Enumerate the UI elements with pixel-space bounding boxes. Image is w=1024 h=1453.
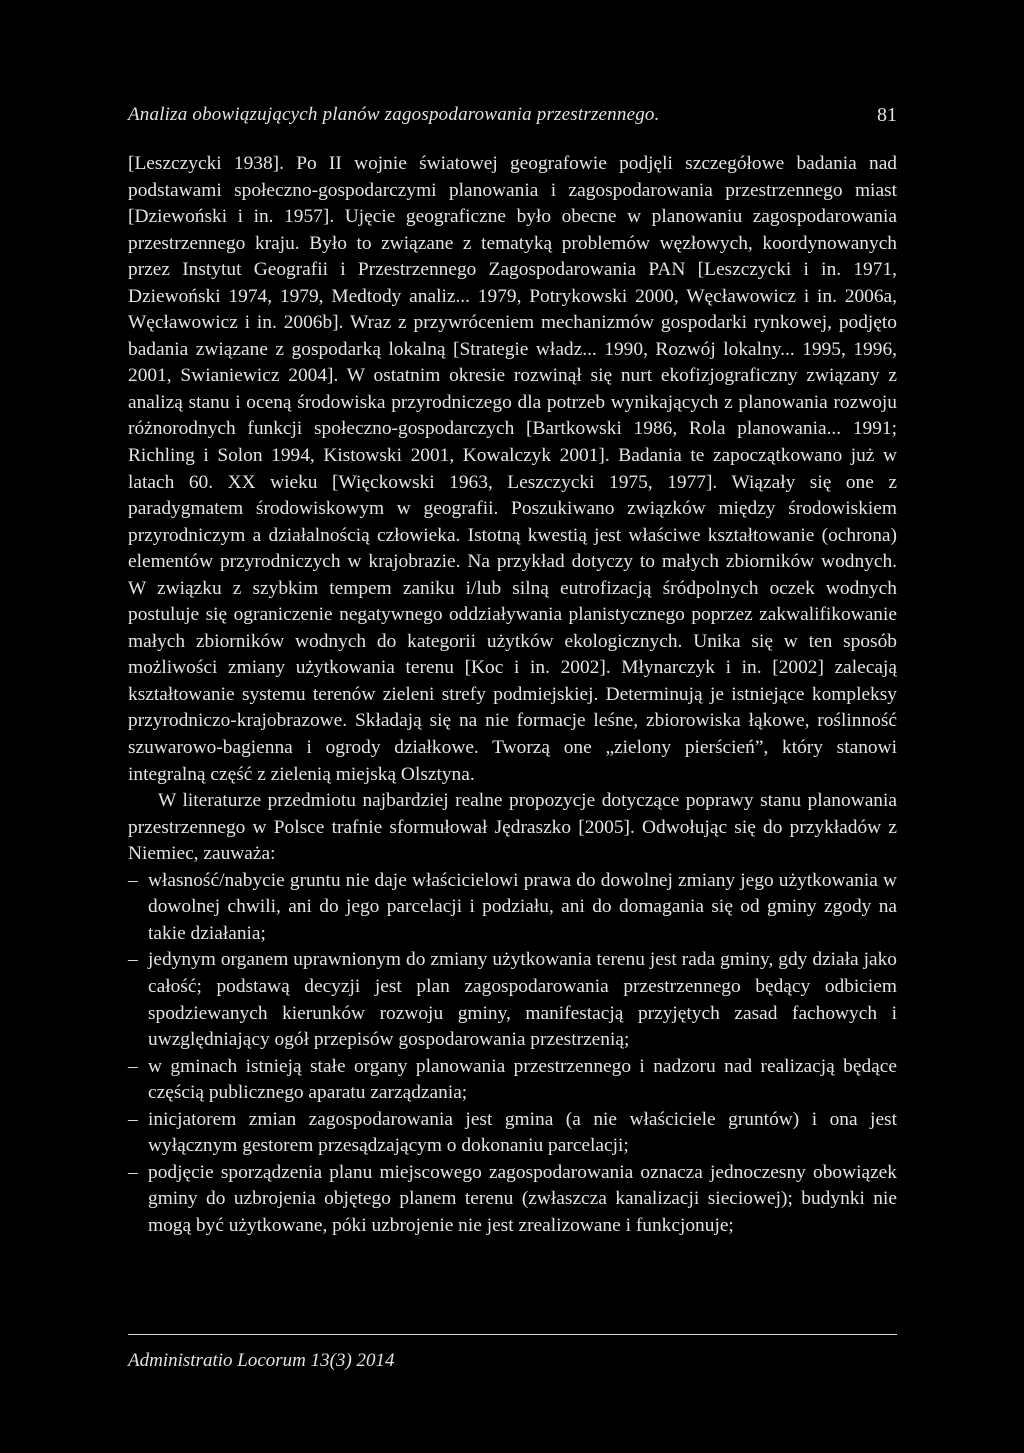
body-paragraph-2: W literaturze przedmiotu najbardziej realne propozycje dotyczące poprawy stanu planowania przestrzennego w Polsce trafnie sformułował Jędraszko [2005]. Odwołując się do przykładów z Niemiec, zauważa:: [128, 790, 897, 865]
list-item: [128, 1107, 897, 1160]
page-header: [128, 100, 897, 130]
body-paragraph-1: [Leszczycki 1938]. Po II wojnie światowej geografowie podjęli szczegółowe badania nad podstawami społeczno-gospodarczymi planowania i zagospodarowania przestrzennego miast [Dziewoński i in. 1957]. Ujęcie geograficzne było obecne w planowaniu zagospodarowania przestrzennego kraju. Było to związane z tematyką problemów węzłowych, koordynowanych przez Instytut Geografii i Przestrzennego Zagospodarowania PAN [Leszczycki i in. 1971, Dziewoński 1974, 1979, Medtody analiz... 1979, Potrykowski 2000, Węcławowicz i in. 2006a, Węcławowicz i in. 2006b]. Wraz z przywróceniem mechanizmów gospodarki rynkowej, podjęto badania związane z gospodarką lokalną [Strategie władz... 1990, Rozwój lokalny... 1995, 1996, 2001, Swianiewicz 2004]. W ostatnim okresie rozwinął się nurt ekofizjograficzny związany z analizą stanu i oceną środowiska przyrodniczego dla potrzeb wynikających z planowania rozwoju różnorodnych funkcji społeczno-gospodarczych [Bartkowski 1986, Rola planowania... 1991; Richling i Solon 1994, Kistowski 2001, Kowalczyk 2001]. Badania te zapoczątkowano już w latach 60. XX wieku [Więckowski 1963, Leszczycki 1975, 1977]. Wiązały się one z paradygmatem środowiskowym w geografii. Poszukiwano związków między środowiskiem przyrodniczym a działalnością człowieka. Istotną kwestią jest właściwe kształtowanie (ochrona) elementów przyrodniczych w krajobrazie. Na przykład dotyczy to małych zbiorników wodnych. W związku z szybkim tempem zaniku i/lub silną eutrofizacją śródpolnych oczek wodnych postuluje się ograniczenie negatywnego oddziaływania planistycznego poprzez zakwalifikowanie małych zbiorników wodnych do kategorii użytków ekologicznych. Unika się w ten sposób możliwości zmiany użytkowania terenu [Koc i in. 2002]. Młynarczyk i in. [2002] zalecają kształtowanie systemu terenów zieleni strefy podmiejskiej. Determinują je istniejące kompleksy przyrodniczo-krajobrazowe. Składają się na nie formacje leśne, zbiorowiska łąkowe, roślinność szuwarowo-bagienna i ogrody działkowe. Tworzą one „zielony pierścień”, który stanowi integralną część z zielenią miejską Olsztyna.: [128, 153, 897, 785]
list-item: [128, 947, 897, 1053]
main-text: [128, 151, 897, 1239]
list-item-text: jedynym organem uprawnionym do zmiany użytkowania terenu jest rada gminy, gdy działa jako całość; podstawą decyzji jest plan zagospodarowania przestrzennego będący odbiciem spodziewanych kierunków rozwoju gminy, manifestacją przyjętych zasad fachowych i uwzględniający ogół przepisów gospodarowania przestrzenią;: [148, 949, 897, 1051]
list-item: [128, 1054, 897, 1107]
bullet-dash: –: [128, 1161, 138, 1183]
list-item-text: podjęcie sporządzenia planu miejscowego zagospodarowania oznacza jednoczesny obowiązek gminy do uzbrojenia objętego planem terenu (zwłaszcza kanalizacji sieciowej); budynki nie mogą być użytkowane, póki uzbrojenie nie jest zrealizowane i funkcjonuje;: [148, 1161, 897, 1236]
page-number: 81: [877, 104, 897, 126]
running-title: Analiza obowiązujących planów zagospodarowania przestrzennego.: [128, 104, 660, 125]
list-item-text: własność/nabycie gruntu nie daje właścicielowi prawa do dowolnej zmiany jego użytkowania w dowolnej chwili, ani do jego parcelacji i podziału, ani do domagania się od gminy zgody na takie działania;: [148, 869, 897, 944]
bullet-dash: –: [128, 1055, 138, 1077]
footer-rule: [128, 1334, 897, 1335]
bullet-dash: –: [128, 1108, 138, 1130]
list-item: [128, 868, 897, 948]
list-item-text: w gminach istnieją stałe organy planowania przestrzennego i nadzoru nad realizacją będące częścią publicznego aparatu zarządzania;: [148, 1055, 897, 1104]
list-item: [128, 1160, 897, 1240]
bullet-dash: –: [128, 869, 138, 891]
footer-journal: Administratio Locorum 13(3) 2014: [128, 1350, 395, 1371]
bullet-list: [128, 868, 897, 1240]
list-item-text: inicjatorem zmian zagospodarowania jest gmina (a nie właściciele gruntów) i ona jest wyłącznym gestorem przesądzającym o dokonaniu parcelacji;: [148, 1108, 897, 1157]
bullet-dash: –: [128, 949, 138, 971]
